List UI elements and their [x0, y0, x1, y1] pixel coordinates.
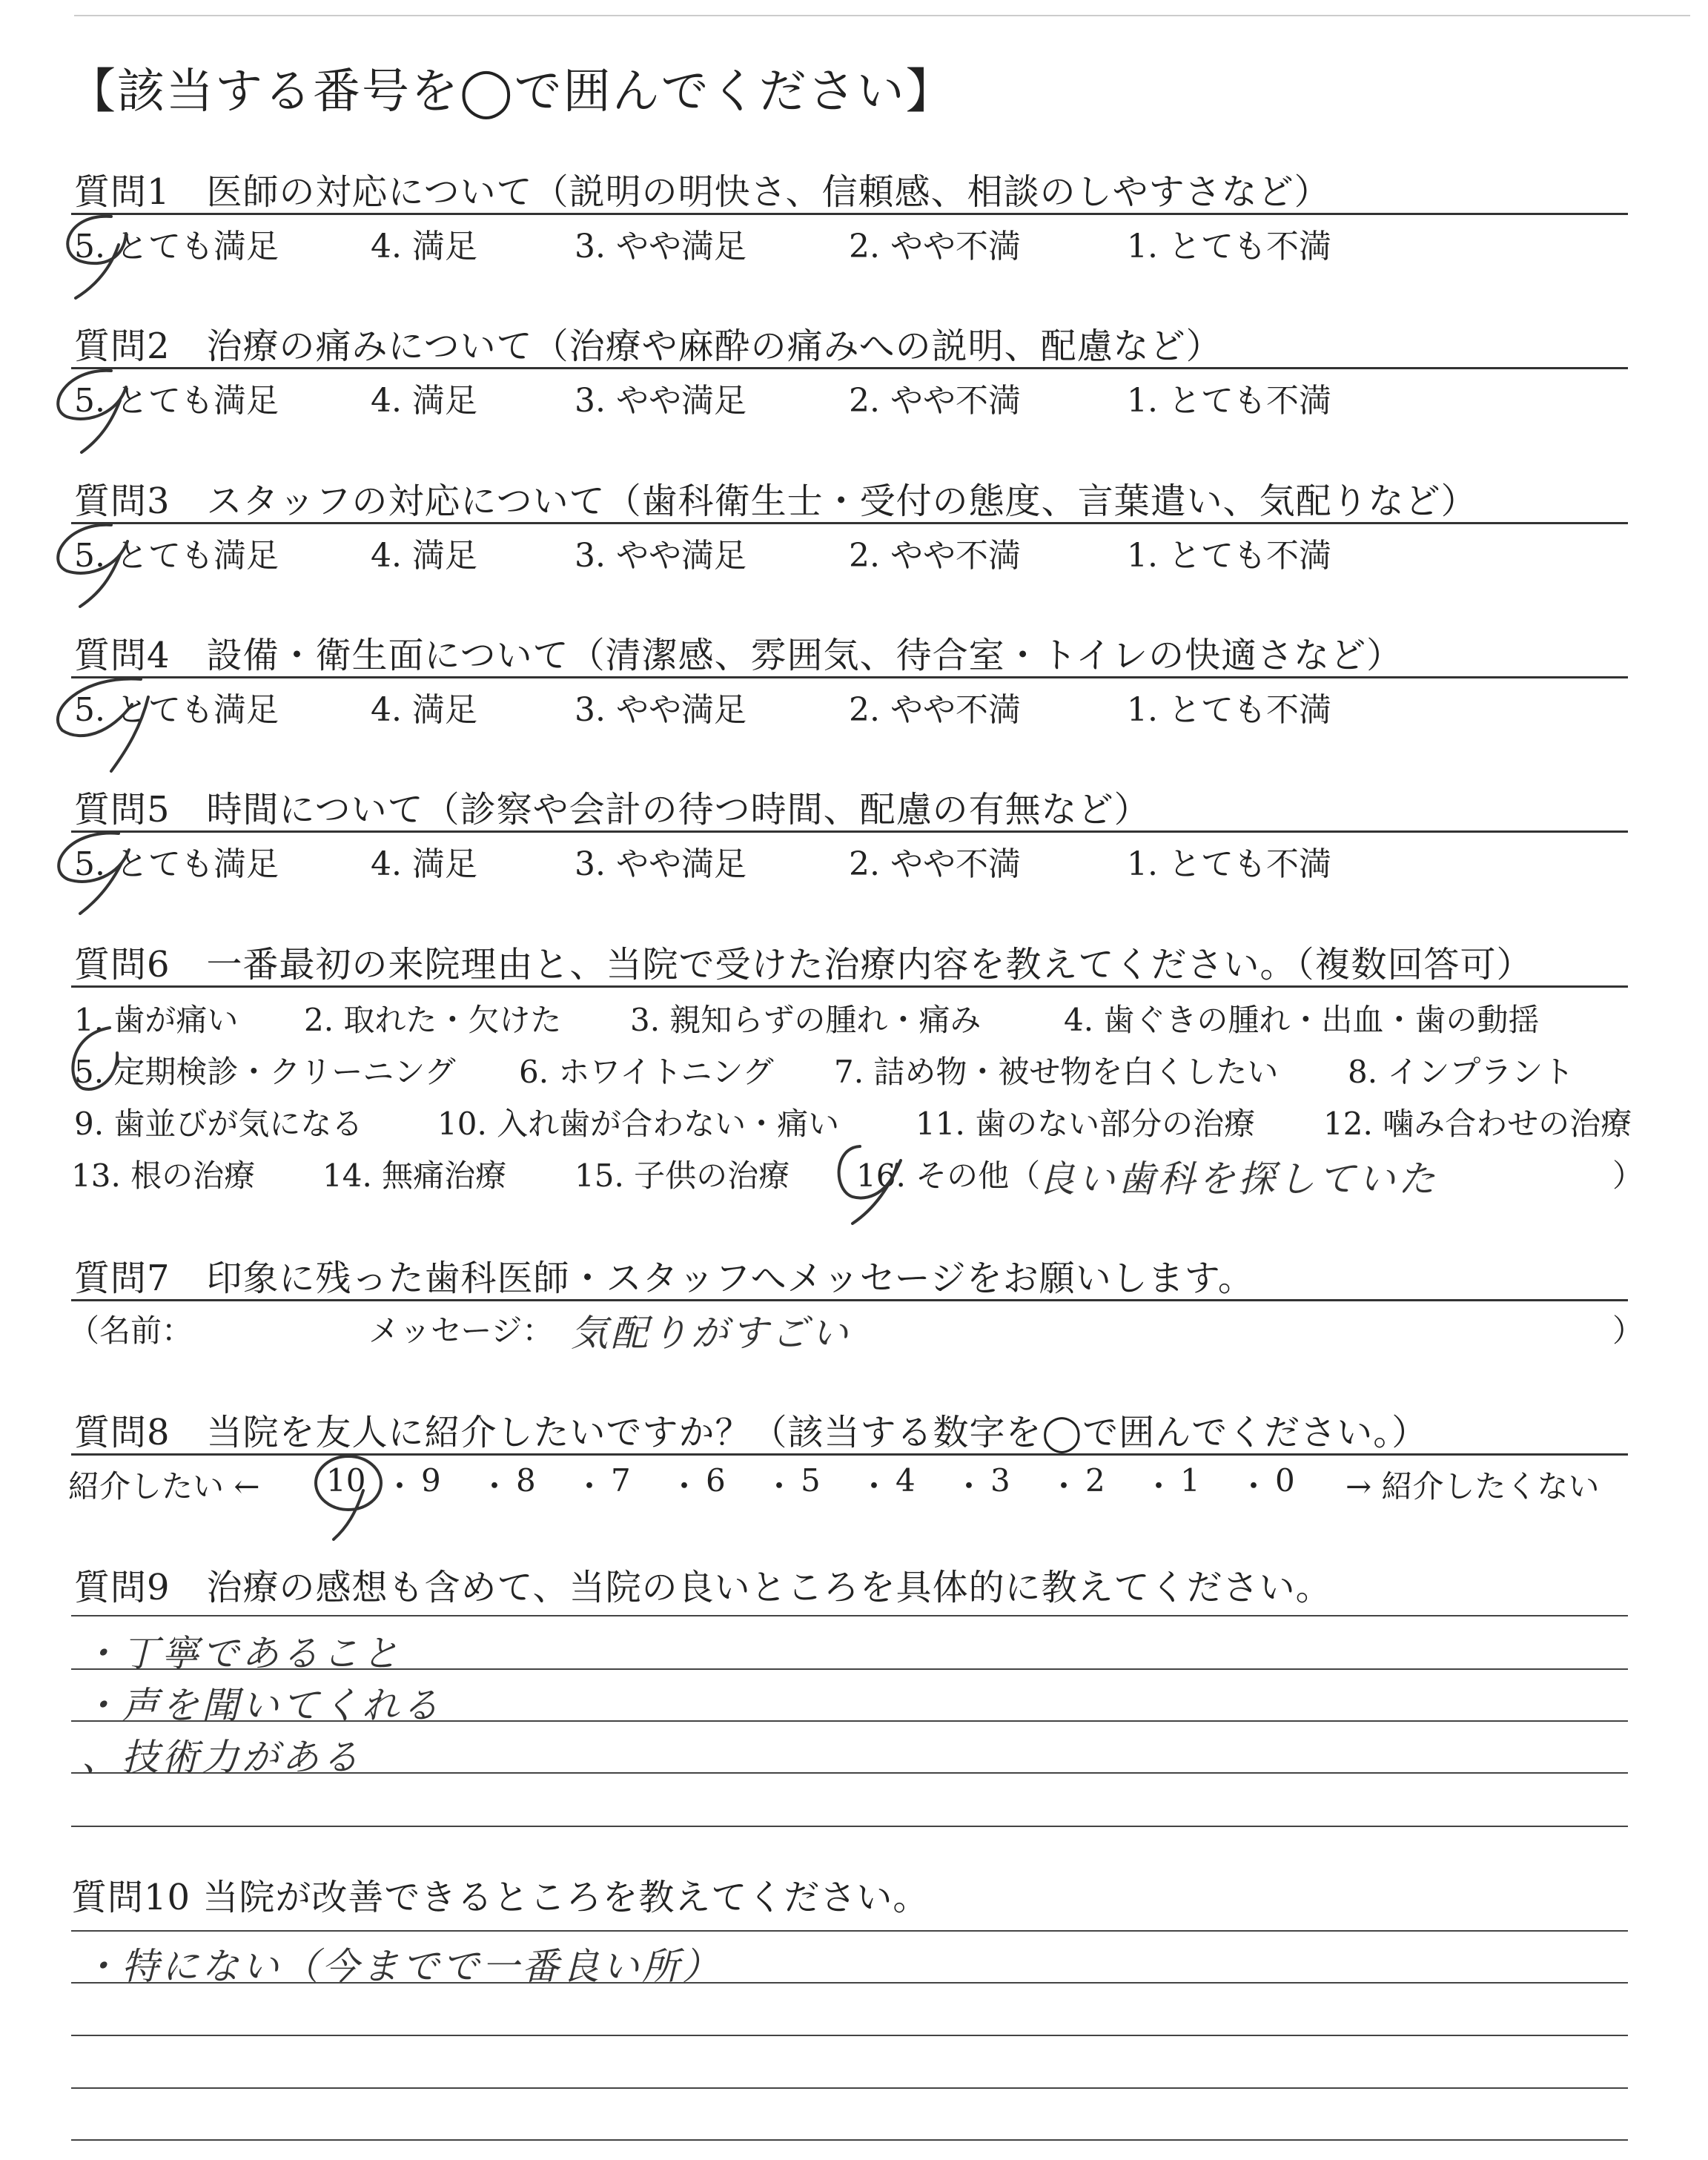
- q8-scale-0[interactable]: 0: [1275, 1462, 1295, 1499]
- q9-answer-1[interactable]: ・丁寧であること: [82, 1632, 402, 1675]
- q10-title: 質問10 当院が改善できるところを教えてください。: [71, 1877, 930, 1918]
- q9-answer-2[interactable]: ・声を聞いてくれる: [82, 1684, 442, 1727]
- q4-title: 質問4 設備・衛生面について（清潔感、雰囲気、待合室・トイレの快適さなど）: [74, 635, 1403, 676]
- q4-option-3[interactable]: 3. やや満足: [575, 691, 747, 729]
- q6-option-5[interactable]: 5. 定期検診・クリーニング: [74, 1054, 456, 1090]
- q7-message-label: メッセージ：: [368, 1312, 554, 1349]
- q2-title: 質問2 治療の痛みについて（治療や麻酔の痛みへの説明、配慮など）: [74, 326, 1222, 367]
- q6-rule: [71, 985, 1628, 988]
- q7-title: 質問7 印象に残った歯科医師・スタッフへメッセージをお願いします。: [74, 1258, 1254, 1299]
- q3-rule: [71, 522, 1628, 524]
- q1-option-1[interactable]: 1. とても不満: [1127, 228, 1331, 265]
- q5-option-3[interactable]: 3. やや満足: [575, 845, 747, 883]
- q8-scale-2[interactable]: 2: [1085, 1462, 1105, 1499]
- q6-option-10[interactable]: 10. 入れ歯が合わない・痛い: [437, 1106, 840, 1142]
- q4-rule: [71, 676, 1628, 678]
- q6-option-9[interactable]: 9. 歯並びが気になる: [74, 1106, 363, 1142]
- q6-other-answer[interactable]: 良い歯科を探していた: [1038, 1157, 1438, 1200]
- q10-line-1: [71, 1930, 1628, 1932]
- q10-line-4: [71, 2087, 1628, 2089]
- q8-rule: [71, 1453, 1628, 1456]
- q8-scale-separator: ・: [1048, 1468, 1080, 1505]
- q5-option-4[interactable]: 4. 満足: [371, 845, 477, 883]
- q6-option-14[interactable]: 14. 無痛治療: [322, 1157, 507, 1194]
- q6-option-3[interactable]: 3. 親知らずの腫れ・痛み: [630, 1002, 982, 1038]
- q8-scale-7[interactable]: 7: [611, 1462, 631, 1499]
- q9-answer-3[interactable]: 、技術力がある: [82, 1736, 362, 1779]
- q6-option-4[interactable]: 4. 歯ぐきの腫れ・出血・歯の動揺: [1064, 1002, 1540, 1038]
- q8-left-label: 紹介したい ←: [68, 1468, 260, 1505]
- q1-rule: [71, 213, 1628, 215]
- top-border: [74, 15, 1690, 16]
- q3-option-3[interactable]: 3. やや満足: [575, 537, 747, 575]
- q8-scale-separator: ・: [479, 1468, 511, 1505]
- q8-scale-5[interactable]: 5: [801, 1462, 821, 1499]
- q1-option-3[interactable]: 3. やや満足: [575, 228, 747, 265]
- q7-close: ）: [1612, 1312, 1644, 1349]
- q2-option-5[interactable]: 5. とても満足: [74, 382, 279, 420]
- q8-scale-separator: ・: [1238, 1468, 1270, 1505]
- q4-option-2[interactable]: 2. やや不満: [849, 691, 1021, 729]
- q10-answer-1[interactable]: ・特にない（今までで一番良い所）: [82, 1945, 722, 1988]
- q5-rule: [71, 830, 1628, 833]
- q5-option-1[interactable]: 1. とても不満: [1127, 845, 1331, 883]
- q1-option-2[interactable]: 2. やや不満: [849, 228, 1021, 265]
- q8-scale-4[interactable]: 4: [896, 1462, 916, 1499]
- q10-line-3: [71, 2035, 1628, 2036]
- q8-scale-10[interactable]: 10: [326, 1462, 366, 1499]
- q2-rule: [71, 367, 1628, 369]
- q5-option-5[interactable]: 5. とても満足: [74, 845, 279, 883]
- q3-option-1[interactable]: 1. とても不満: [1127, 537, 1331, 575]
- q5-title: 質問5 時間について（診察や会計の待つ時間、配慮の有無など）: [74, 789, 1151, 830]
- q9-title: 質問9 治療の感想も含めて、当院の良いところを具体的に教えてください。: [74, 1567, 1332, 1608]
- q7-name-label: （名前：: [68, 1312, 193, 1349]
- q1-option-5[interactable]: 5. とても満足: [74, 228, 279, 265]
- q8-scale-separator: ・: [669, 1468, 701, 1505]
- q2-option-1[interactable]: 1. とても不満: [1127, 382, 1331, 420]
- q3-option-4[interactable]: 4. 満足: [371, 537, 477, 575]
- q8-scale-9[interactable]: 9: [421, 1462, 441, 1499]
- q9-line-1: [71, 1615, 1628, 1616]
- q6-option-8[interactable]: 8. インプラント: [1348, 1054, 1575, 1090]
- q6-option-1[interactable]: 1. 歯が痛い: [74, 1002, 239, 1038]
- q1-option-4[interactable]: 4. 満足: [371, 228, 477, 265]
- q6-option-16[interactable]: 16. その他（: [856, 1157, 1041, 1194]
- q8-scale-separator: ・: [764, 1468, 795, 1505]
- q8-scale-separator: ・: [574, 1468, 606, 1505]
- q6-option-11[interactable]: 11. 歯のない部分の治療: [916, 1106, 1256, 1142]
- q8-scale-separator: ・: [1143, 1468, 1175, 1505]
- q2-option-3[interactable]: 3. やや満足: [575, 382, 747, 420]
- form-header: 【該当する番号を◯で囲んでください】: [68, 65, 955, 119]
- q9-line-5: [71, 1826, 1628, 1827]
- q7-rule: [71, 1299, 1628, 1301]
- q2-option-2[interactable]: 2. やや不満: [849, 382, 1021, 420]
- q3-option-5[interactable]: 5. とても満足: [74, 537, 279, 575]
- q6-option-6[interactable]: 6. ホワイトニング: [519, 1054, 774, 1090]
- q8-scale-separator: ・: [953, 1468, 985, 1505]
- q8-scale-3[interactable]: 3: [990, 1462, 1010, 1499]
- q8-scale-8[interactable]: 8: [516, 1462, 536, 1499]
- q5-option-2[interactable]: 2. やや不満: [849, 845, 1021, 883]
- q8-right-label: → 紹介したくない: [1345, 1468, 1600, 1505]
- q6-other-close: ）: [1612, 1157, 1644, 1194]
- q8-scale-6[interactable]: 6: [706, 1462, 726, 1499]
- q6-title: 質問6 一番最初の来院理由と、当院で受けた治療内容を教えてください。（複数回答可）: [74, 944, 1533, 985]
- q2-option-4[interactable]: 4. 満足: [371, 382, 477, 420]
- q4-option-1[interactable]: 1. とても不満: [1127, 691, 1331, 729]
- q8-scale-separator: ・: [384, 1468, 416, 1505]
- q10-line-5: [71, 2139, 1628, 2141]
- q8-title: 質問8 当院を友人に紹介したいですか？（該当する数字を◯で囲んでください。）: [74, 1412, 1429, 1453]
- q1-title: 質問1 医師の対応について（説明の明快さ、信頼感、相談のしやすさなど）: [74, 171, 1331, 213]
- q3-option-2[interactable]: 2. やや不満: [849, 537, 1021, 575]
- q3-title: 質問3 スタッフの対応について（歯科衛生士・受付の態度、言葉遣い、気配りなど）: [74, 480, 1477, 522]
- q8-scale-separator: ・: [858, 1468, 890, 1505]
- q8-scale-1[interactable]: 1: [1180, 1462, 1200, 1499]
- q6-option-7[interactable]: 7. 詰め物・被せ物を白くしたい: [834, 1054, 1279, 1090]
- q6-option-13[interactable]: 13. 根の治療: [71, 1157, 256, 1194]
- q6-option-15[interactable]: 15. 子供の治療: [575, 1157, 790, 1194]
- q6-option-12[interactable]: 12. 噛み合わせの治療: [1323, 1106, 1632, 1142]
- q7-message-answer[interactable]: 気配りがすごい: [571, 1312, 851, 1355]
- q6-option-2[interactable]: 2. 取れた・欠けた: [304, 1002, 562, 1038]
- q4-option-4[interactable]: 4. 満足: [371, 691, 477, 729]
- q4-option-5[interactable]: 5. とても満足: [74, 691, 279, 729]
